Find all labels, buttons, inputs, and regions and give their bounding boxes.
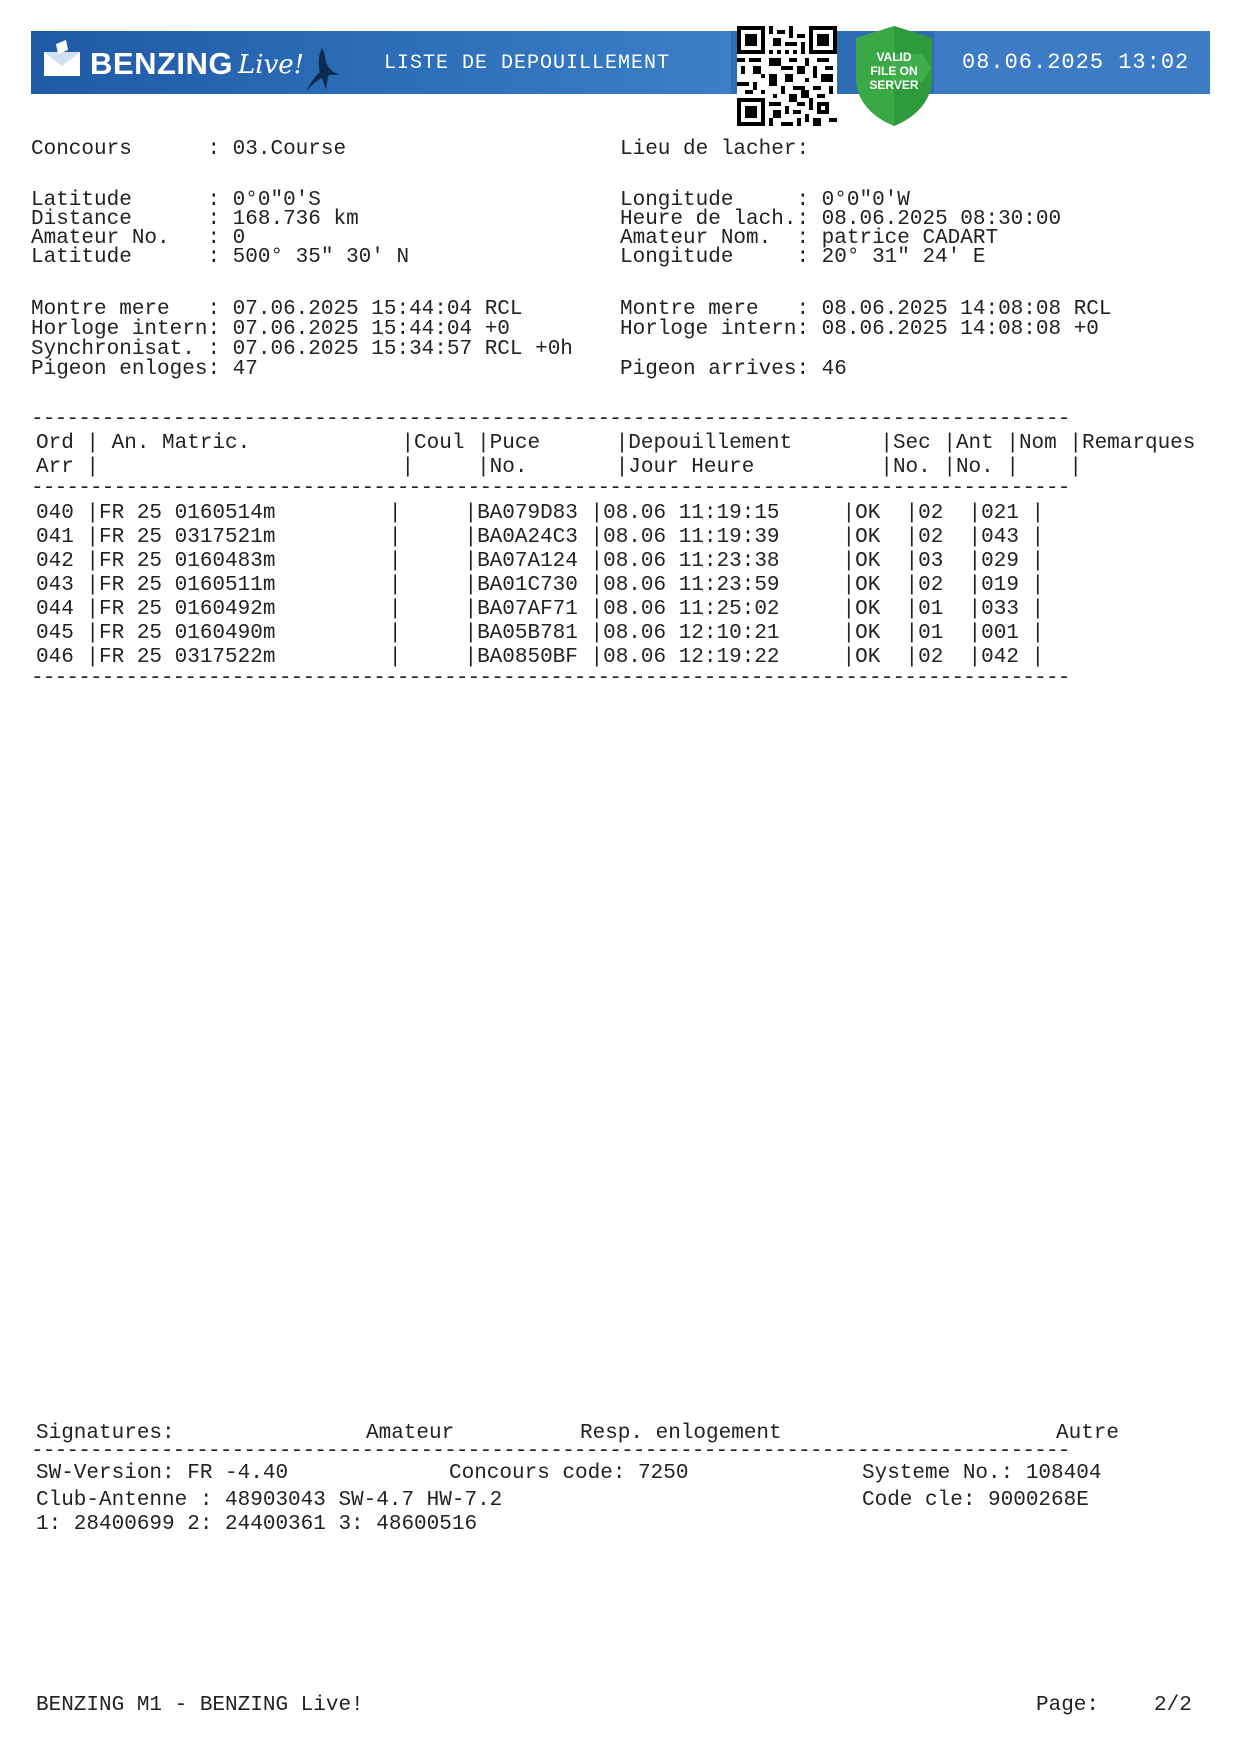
info-longitude: Longitude : 0°0"0'W	[620, 189, 910, 212]
info-value: 0	[232, 227, 246, 250]
info-montre-mere-right: Montre mere : 08.06.2025 14:08:08 RCL	[620, 298, 1112, 321]
info-pigeon-arrives: Pigeon arrives: 46	[620, 358, 847, 381]
info-montre-mere: Montre mere : 07.06.2025 15:44:04 RCL	[31, 298, 523, 321]
info-longitude-2: Longitude : 20° 31" 24' E	[620, 246, 986, 269]
signature-resp: Resp. enlogement	[580, 1422, 782, 1445]
info-value: 47	[232, 358, 258, 381]
club-antenne: Club-Antenne : 48903043 SW-4.7 HW-7.2	[36, 1489, 503, 1512]
envelope-logo-icon	[42, 40, 82, 80]
info-label: Latitude	[31, 189, 208, 212]
product-name: BENZING M1 - BENZING Live!	[36, 1694, 364, 1717]
info-value: 20° 31" 24' E	[821, 246, 986, 269]
table-row: 041 |FR 25 0317521m | |BA0A24C3 |08.06 11:19:39 |OK |02 |043 |	[36, 526, 1045, 549]
info-lieu-lacher: Lieu de lacher:	[620, 138, 822, 161]
info-latitude: Latitude : 0°0"0'S	[31, 189, 321, 212]
brand-live: Live!	[238, 50, 305, 80]
info-label: Concours	[31, 138, 208, 161]
table-row: 043 |FR 25 0160511m | |BA01C730 |08.06 11:23:59 |OK |02 |019 |	[36, 574, 1045, 597]
info-value: 03.Course	[232, 138, 347, 161]
sw-version: SW-Version: FR -4.40	[36, 1462, 289, 1485]
info-label: Amateur Nom.	[620, 227, 797, 250]
info-label: Heure de lach.	[620, 208, 797, 231]
info-amateur-nom: Amateur Nom. : patrice CADART	[620, 227, 999, 250]
info-label: Synchronisat.	[31, 338, 208, 361]
table-row: 044 |FR 25 0160492m | |BA07AF71 |08.06 11:25:02 |OK |01 |033 |	[36, 598, 1045, 621]
info-value: 500° 35" 30' N	[232, 246, 410, 269]
info-value: 07.06.2025 15:34:57 RCL +0h	[232, 338, 573, 361]
badge-line-3: SERVER	[869, 78, 919, 92]
table-row: 046 |FR 25 0317522m | |BA0850BF |08.06 12:19:22 |OK |02 |042 |	[36, 646, 1045, 669]
info-label: Longitude	[620, 189, 797, 212]
info-label: Horloge intern	[31, 318, 208, 341]
signature-autre: Autre	[1056, 1422, 1120, 1445]
signatures-label: Signatures:	[36, 1422, 175, 1445]
valid-file-badge	[852, 50, 936, 92]
info-distance: Distance : 168.736 km	[31, 208, 359, 231]
info-value: 0°0"0'W	[821, 189, 910, 212]
concours-code: Concours code: 7250	[449, 1462, 689, 1485]
badge-line-1: VALID	[876, 50, 912, 64]
info-label: Lieu de lacher	[620, 138, 797, 161]
info-value: 07.06.2025 15:44:04 RCL	[232, 298, 523, 321]
info-pigeon-enloges: Pigeon enloges: 47	[31, 358, 258, 381]
info-concours: Concours : 03.Course	[31, 138, 347, 161]
page-label: Page:	[1036, 1694, 1100, 1717]
info-label: Montre mere	[620, 298, 797, 321]
info-value: 08.06.2025 14:08:08 +0	[821, 318, 1099, 341]
badge-line-2: FILE ON	[870, 64, 918, 78]
info-latitude-2: Latitude : 500° 35" 30' N	[31, 246, 410, 269]
table-rule-mid: ----------------------------------------------------------------------------------------	[31, 477, 1070, 500]
info-horloge: Horloge intern: 07.06.2025 15:44:04 +0	[31, 318, 510, 341]
info-value: patrice CADART	[821, 227, 999, 250]
info-label: Horloge intern	[620, 318, 797, 341]
info-label: Montre mere	[31, 298, 208, 321]
table-rule-top: ----------------------------------------------------------------------------------------	[31, 408, 1070, 431]
info-value: 0°0"0'S	[232, 189, 321, 212]
info-label: Amateur No.	[31, 227, 208, 250]
info-horloge-right: Horloge intern: 08.06.2025 14:08:08 +0	[620, 318, 1099, 341]
signatures-rule: ----------------------------------------------------------------------------------------	[31, 1440, 1070, 1463]
info-value: 07.06.2025 15:44:04 +0	[232, 318, 510, 341]
info-label: Distance	[31, 208, 208, 231]
brand-name: BENZING	[90, 46, 233, 81]
info-value: 168.736 km	[232, 208, 359, 231]
info-value: 46	[821, 358, 847, 381]
info-value: 08.06.2025 08:30:00	[821, 208, 1062, 231]
table-row: 040 |FR 25 0160514m | |BA079D83 |08.06 11:19:15 |OK |02 |021 |	[36, 502, 1045, 525]
table-header-row-1: Ord | An. Matric. |Coul |Puce |Depouillement |Sec |Ant |Nom |Remarques	[36, 432, 1196, 455]
info-value: 08.06.2025 14:08:08 RCL	[821, 298, 1112, 321]
report-datetime: 08.06.2025 13:02	[962, 50, 1190, 75]
pigeon-silhouette-icon	[302, 44, 342, 94]
table-row: 042 |FR 25 0160483m | |BA07A124 |08.06 11:23:38 |OK |03 |029 |	[36, 550, 1045, 573]
code-cle: Code cle: 9000268E	[862, 1489, 1089, 1512]
info-label: Longitude	[620, 246, 797, 269]
info-label: Pigeon enloges	[31, 358, 208, 381]
signature-amateur: Amateur	[366, 1422, 455, 1445]
document-title: LISTE DE DEPOUILLEMENT	[384, 52, 671, 75]
table-row: 045 |FR 25 0160490m | |BA05B781 |08.06 12:10:21 |OK |01 |001 |	[36, 622, 1045, 645]
page-number: 2/2	[1154, 1694, 1192, 1717]
qr-code-icon	[737, 26, 837, 126]
info-heure-lach: Heure de lach.: 08.06.2025 08:30:00	[620, 208, 1062, 231]
info-synchronisat: Synchronisat. : 07.06.2025 15:34:57 RCL +0h	[31, 338, 573, 361]
info-amateur-no: Amateur No. : 0	[31, 227, 246, 250]
info-label: Latitude	[31, 246, 208, 269]
systeme-no: Systeme No.: 108404	[862, 1462, 1102, 1485]
table-header-row-2: Arr | | |No. |Jour Heure |No. |No. | |	[36, 456, 1082, 479]
info-label: Pigeon arrives	[620, 358, 797, 381]
antenna-list: 1: 28400699 2: 24400361 3: 48600516	[36, 1513, 478, 1536]
table-rule-bottom: ----------------------------------------------------------------------------------------	[31, 667, 1070, 690]
